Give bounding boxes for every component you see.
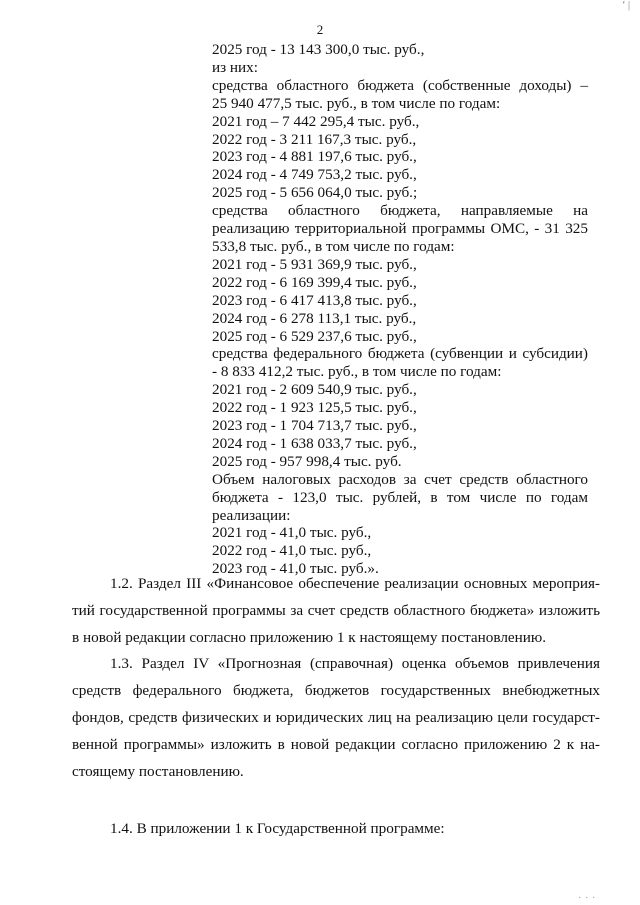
funding-line: 25 940 477,5 тыс. руб., в том числе по годам: (212, 94, 501, 112)
funding-line: 533,8 тыс. руб., в том числе по годам: (212, 237, 455, 255)
funding-line: Объем налоговых расходов за счет средств областного (212, 470, 588, 488)
page-number: 2 (316, 22, 324, 37)
funding-line: из них: (212, 58, 258, 76)
funding-line: 2021 год - 5 931 369,9 тыс. руб., (212, 255, 417, 273)
funding-line: 2024 год - 1 638 033,7 тыс. руб., (212, 434, 417, 452)
bottom-mark: . . . (578, 890, 596, 901)
funding-line: бюджета - 123,0 тыс. рублей, в том числе по годам (212, 488, 588, 506)
funding-line: 2021 год - 41,0 тыс. руб., (212, 524, 372, 542)
paragraph-line: 1.2. Раздел III «Финансовое обеспечение реализации основных мероприя- (110, 575, 600, 592)
paragraph-line: стоящему постановлению. (72, 763, 244, 780)
funding-line: 2022 год - 3 211 167,3 тыс. руб., (212, 130, 417, 148)
funding-line: 2022 год - 41,0 тыс. руб., (212, 542, 372, 560)
paragraph-line: венной программы» изложить в новой редакции согласно приложению 2 к на- (72, 736, 600, 753)
funding-line: средства федерального бюджета (субвенции и субсидии) (212, 345, 588, 363)
funding-line: 2023 год - 6 417 413,8 тыс. руб., (212, 291, 417, 309)
paragraph-line: фондов, средств физических и юридических лиц на реализацию цели государст- (72, 709, 600, 726)
funding-line: 2025 год - 13 143 300,0 тыс. руб., (212, 41, 425, 58)
funding-block (212, 41, 588, 578)
funding-line: 2021 год - 2 609 540,9 тыс. руб., (212, 381, 417, 399)
funding-line: 2025 год - 957 998,4 тыс. руб. (212, 452, 402, 470)
funding-line: 2024 год - 6 278 113,1 тыс. руб., (212, 309, 417, 327)
funding-line: реализацию территориальной программы ОМС, - 31 325 (212, 220, 588, 238)
paragraph-line: средств федерального бюджета, бюджетов государственных внебюджетных (72, 682, 600, 699)
paragraph-line: 1.3. Раздел IV «Прогнозная (справочная) оценка объемов привлечения (110, 655, 600, 672)
paragraph-line: 1.4. В приложении 1 к Государственной программе: (110, 820, 445, 837)
funding-line: 2025 год - 5 656 064,0 тыс. руб.; (212, 184, 418, 202)
funding-line: 2022 год - 6 169 399,4 тыс. руб., (212, 273, 417, 291)
paragraph-1-3 (72, 650, 600, 785)
funding-line: 2025 год - 6 529 237,6 тыс. руб., (212, 327, 417, 345)
funding-line: 2023 год - 1 704 713,7 тыс. руб., (212, 417, 417, 435)
funding-line: 2021 год – 7 442 295,4 тыс. руб., (212, 112, 420, 130)
paragraph-line: тий государственной программы за счет средств областного бюджета» изложить (72, 602, 600, 619)
funding-line: средства областного бюджета (собственные доходы) – (212, 76, 588, 94)
paragraph-line: в новой редакции согласно приложению 1 к настоящему постановлению. (72, 629, 547, 646)
funding-line: 2023 год - 41,0 тыс. руб.». (212, 560, 379, 578)
funding-line: средства областного бюджета, направляемые на (212, 202, 588, 220)
funding-line: - 8 833 412,2 тыс. руб., в том числе по годам: (212, 363, 502, 381)
paragraph-1-4 (72, 815, 600, 842)
funding-line: реализации: (212, 506, 291, 524)
corner-mark: ‘ | (622, 0, 630, 11)
funding-line: 2023 год - 4 881 197,6 тыс. руб., (212, 148, 417, 166)
funding-line: 2022 год - 1 923 125,5 тыс. руб., (212, 399, 417, 417)
funding-line: 2024 год - 4 749 753,2 тыс. руб., (212, 166, 417, 184)
paragraph-1-2 (72, 570, 600, 651)
